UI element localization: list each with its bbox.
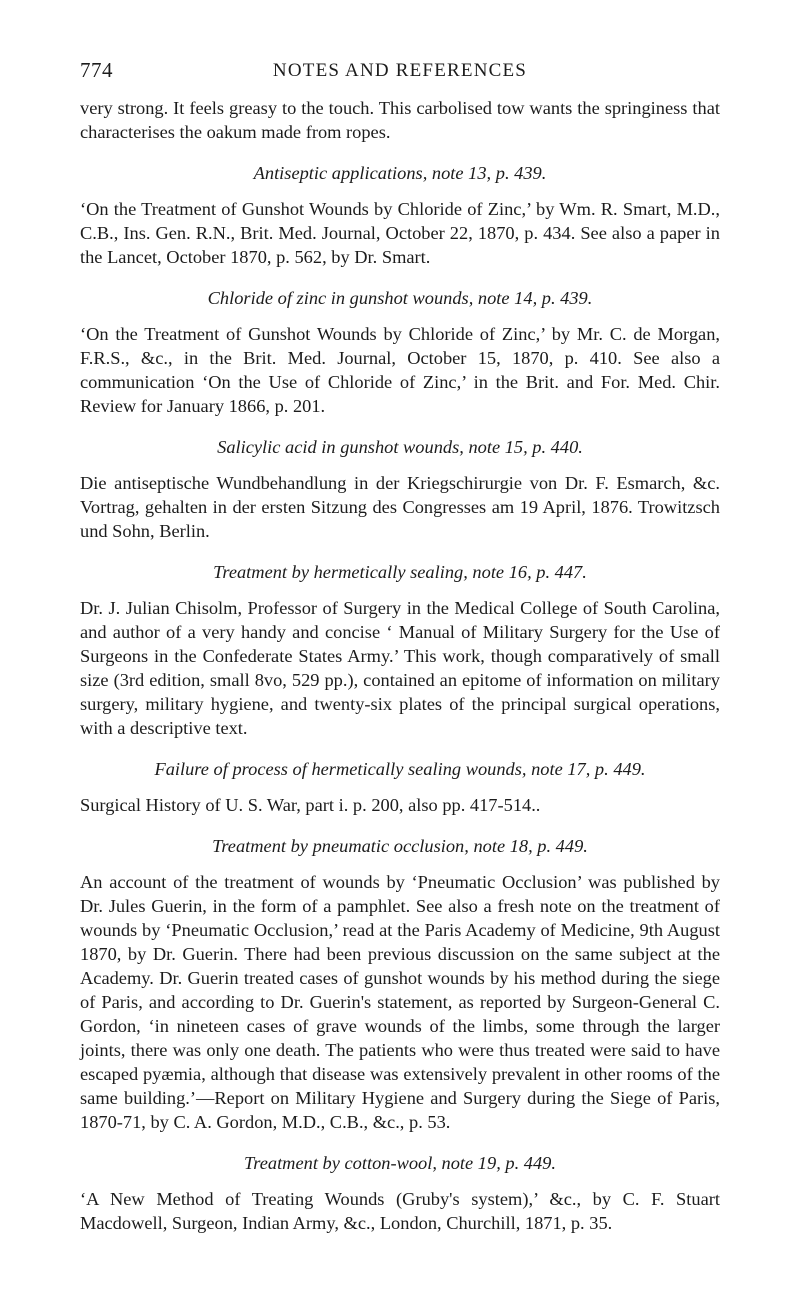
note-heading: Antiseptic applications, note 13, p. 439. xyxy=(253,163,547,183)
note-text: ‘On the Treatment of Gunshot Wounds by Chloride of Zinc,’ by Wm. R. Smart, M.D., C.B., Ins. Gen. R.N., Brit. Med. Journal, October 22, 1870, p. 434. See also a paper in the Lancet, October 1870, p. 562, by Dr. Smart. xyxy=(80,199,720,267)
note-heading: Chloride of zinc in gunshot wounds, note 14, p. 439. xyxy=(207,288,593,308)
note-text: Surgical History of U. S. War, part i. p. 200, also pp. 417-514.. xyxy=(80,795,541,815)
page-number: 774 xyxy=(80,58,113,82)
continued-paragraph: very strong. It feels greasy to the touch. This carbolised tow wants the springiness that characterises the oakum made from ropes. xyxy=(80,98,720,142)
note-text: ‘A New Method of Treating Wounds (Gruby's system),’ &c., by C. F. Stuart Macdowell, Surgeon, Indian Army, &c., London, Churchill, 1871, p. 35. xyxy=(80,1189,720,1233)
note-heading: Treatment by hermetically sealing, note 16, p. 447. xyxy=(213,562,587,582)
note-heading: Treatment by pneumatic occlusion, note 18, p. 449. xyxy=(212,836,588,856)
note-heading: Salicylic acid in gunshot wounds, note 15, p. 440. xyxy=(217,437,583,457)
note-text: Dr. J. Julian Chisolm, Professor of Surgery in the Medical College of South Carolina, and author of a very handy and concise ‘ Manual of Military Surgery for the Use of Surgeons in the Confederate States Army.’ This work, though comparatively of small size (3rd edition, small 8vo, 529 pp.), contained an epitome of information on military surgery, military hygiene, and twenty-six plates of the principal surgical operations, with a descriptive text. xyxy=(80,598,720,738)
page-header xyxy=(80,58,720,88)
running-title: NOTES AND REFERENCES xyxy=(272,60,528,81)
note-text: Die antiseptische Wundbehandlung in der Kriegschirurgie von Dr. F. Esmarch, &c. Vortrag, gehalten in der ersten Sitzung des Congresses am 19 April, 1876. Trowitzsch und Sohn, Berlin. xyxy=(80,473,720,541)
note-heading: Failure of process of hermetically sealing wounds, note 17, p. 449. xyxy=(154,759,646,779)
note-text: An account of the treatment of wounds by ‘Pneumatic Occlusion’ was published by Dr. Jules Guerin, in the form of a pamphlet. See also a fresh note on the treatment of wounds by ‘Pneumatic Occlusion,’ read at the Paris Academy of Medicine, 9th August 1870, by Dr. Guerin. There had been previous discussion on the same subject at the Academy. Dr. Guerin treated cases of gunshot wounds by his method during the siege of Paris, and according to Dr. Guerin's statement, as reported by Surgeon-General C. Gordon, ‘in nineteen cases of grave wounds of the limbs, some through the larger joints, there was only one death. The patients who were thus treated were said to have escaped pyæmia, although that disease was extensively prevalent in other rooms of the same building.’—Report on Military Hygiene and Surgery during the Siege of Paris, 1870-71, by C. A. Gordon, M.D., C.B., &c., p. 53. xyxy=(80,872,720,1132)
note-text: ‘On the Treatment of Gunshot Wounds by Chloride of Zinc,’ by Mr. C. de Morgan, F.R.S., &c., in the Brit. Med. Journal, October 15, 1870, p. 410. See also a communication ‘On the Use of Chloride of Zinc,’ in the Brit. and For. Med. Chir. Review for January 1866, p. 201. xyxy=(80,324,720,416)
note-heading: Treatment by cotton-wool, note 19, p. 449. xyxy=(244,1153,556,1173)
notes-body xyxy=(80,96,720,1235)
